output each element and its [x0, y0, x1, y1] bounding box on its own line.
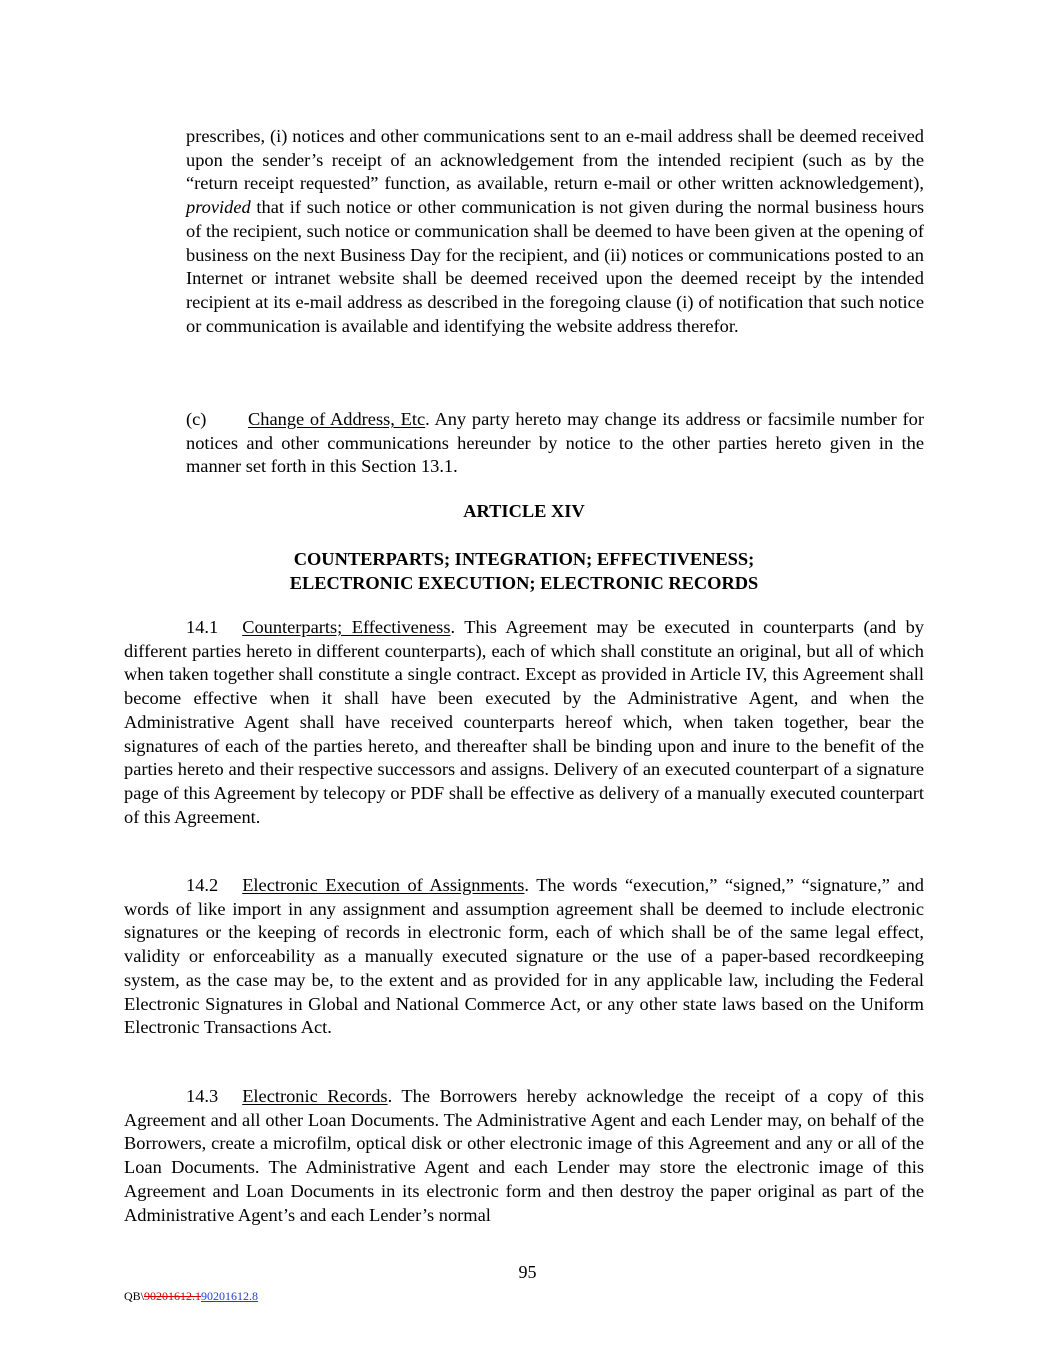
- section-title: Electronic Execution of Assignments: [242, 875, 525, 895]
- paragraph-notices-continued: [186, 125, 924, 338]
- page-number: 95: [518, 1262, 537, 1282]
- document-id-inserted: 90201612.8: [201, 1289, 259, 1303]
- paragraph-text: prescribes, (i) notices and other communications sent to an e-mail address shall be deemed received upon the sender’s receipt of an acknowledgement from the intended recipient (such as by the “return receipt requested” function, as available, return e-mail or other written acknowledgement),: [186, 126, 924, 194]
- article-subtitle-line: ELECTRONIC EXECUTION; ELECTRONIC RECORDS: [289, 572, 759, 593]
- document-id-prefix: QB\: [124, 1289, 145, 1303]
- document-id-deleted: 90201612.1: [144, 1289, 202, 1303]
- paragraph-title: Change of Address, Etc: [248, 409, 426, 429]
- section-text: . The words “execution,” “signed,” “signature,” and words of like import in any assignment and assumption agreement shall be deemed to include electronic signatures or the keeping of records in electronic form, each of which shall be of the same legal effect, validity or enforceability as a manually executed signature or the use of a paper-based recordkeeping system, as the case may be, to the extent and as provided for in any applicable law, including the Federal Electronic Signatures in Global and National Commerce Act, or any other state laws based on the Uniform Electronic Transactions Act.: [124, 875, 925, 1038]
- paragraph-text: . Any party hereto may change its address or facsimile number for notices and other communications hereunder by notice to the other parties hereto given in the manner set forth in this Section 13.1.: [186, 409, 924, 477]
- section-14-1: [124, 616, 924, 829]
- section-title: Counterparts; Effectiveness: [242, 617, 451, 637]
- section-14-3: [124, 1085, 924, 1227]
- article-subtitle-line: COUNTERPARTS; INTEGRATION; EFFECTIVENESS;: [293, 549, 755, 569]
- article-subtitle: [124, 548, 924, 595]
- section-title: Electronic Records: [242, 1086, 388, 1106]
- section-text: . This Agreement may be executed in counterparts (and by different parties hereto in different counterparts), each of which shall constitute an original, but all of which when taken together shall constitute a single contract. Except as provided in Article IV, this Agreement shall become effective when it shall have been executed by the Administrative Agent, and when the Administrative Agent shall have received counterparts hereof which, when taken together, bear the signatures of each of the parties hereto, and thereafter shall be binding upon and inure to the benefit of the parties hereto and their respective successors and assigns. Delivery of an executed counterpart of a signature page of this Agreement by telecopy or PDF shall be effective as delivery of a manually executed counterpart of this Agreement.: [124, 617, 925, 827]
- paragraph-change-of-address: [186, 408, 924, 479]
- section-number: 14.1: [186, 617, 219, 637]
- section-14-2: [124, 874, 924, 1040]
- section-number: 14.3: [186, 1086, 219, 1106]
- italic-term-provided: provided: [186, 197, 251, 218]
- paragraph-text: that if such notice or other communication is not given during the normal business hours of the recipient, such notice or communication shall be deemed to have been given at the opening of business on the next Business Day for the recipient, and (ii) notices or communications posted to an Internet or intranet website shall be deemed received upon the deemed receipt by the intended recipient at its e-mail address as described in the foregoing clause (i) of notification that such notice or communication is available and identifying the website address therefor.: [186, 197, 924, 336]
- section-text: . The Borrowers hereby acknowledge the receipt of a copy of this Agreement and all other Loan Documents. The Administrative Agent and each Lender may, on behalf of the Borrowers, create a microfilm, optical disk or other electronic image of this Agreement and any or all of the Loan Documents. The Administrative Agent and each Lender may store the electronic image of this Agreement and Loan Documents in its electronic form and then destroy the paper original as part of the Administrative Agent’s and each Lender’s normal: [124, 1086, 924, 1225]
- document-id-footer: [124, 1288, 258, 1304]
- paragraph-number: (c): [186, 409, 207, 429]
- article-title: ARTICLE XIV: [463, 501, 585, 521]
- section-number: 14.2: [186, 875, 219, 895]
